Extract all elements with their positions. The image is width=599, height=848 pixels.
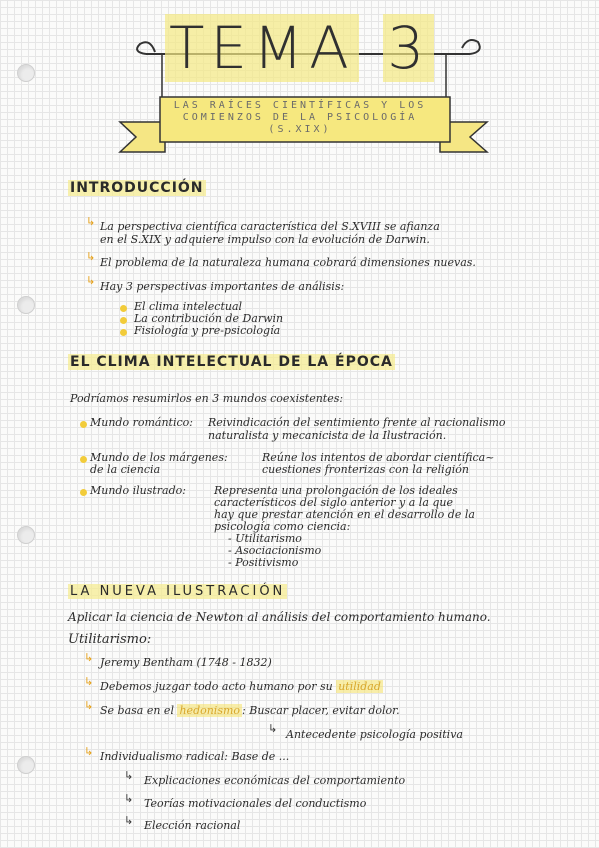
intro-bullet-3: Fisiología y pre-psicología	[134, 324, 281, 337]
mundo-ilustrado-label: Mundo ilustrado:	[90, 484, 186, 497]
mundo-margenes-label: Mundo de los márgenes:	[90, 451, 228, 464]
intro-item-2: El problema de la naturaleza humana cobrará dimensiones nuevas.	[100, 256, 476, 269]
arrow-icon: ↳	[84, 651, 94, 664]
antecedente-item: Antecedente psicología positiva	[286, 728, 463, 741]
mundo-ilustrado-line4: psicología como ciencia:	[214, 520, 351, 533]
bullet-dot-icon	[120, 317, 127, 324]
mundo-ilustrado-line1: Representa una prolongación de los ideales	[214, 484, 458, 497]
sublist-utilitarismo: - Utilitarismo	[228, 532, 302, 545]
section-heading-clima: EL CLIMA INTELECTUAL DE LA ÉPOCA	[70, 354, 393, 370]
bullet-dot-icon	[80, 421, 87, 428]
arrow-icon: ↳	[86, 250, 96, 263]
intro-item-3: Hay 3 perspectivas importantes de análisis:	[100, 280, 345, 293]
arrow-icon: ↳	[86, 215, 96, 228]
sub-explicaciones: Explicaciones económicas del comportamiento	[144, 774, 406, 787]
sublist-asociacionismo: - Asociacionismo	[228, 544, 322, 557]
utilitarismo-heading: Utilitarismo:	[68, 632, 152, 647]
section-heading-introduccion: INTRODUCCIÓN	[70, 180, 204, 196]
intro-item-1a: La perspectiva científica característica del S.XVIII se afianza	[100, 220, 440, 233]
bullet-dot-icon	[120, 305, 127, 312]
arrow-icon: ↳	[268, 722, 278, 735]
juzgar-item: Debemos juzgar todo acto humano por su utilidad	[100, 680, 381, 693]
title-prefix: TEMA	[165, 14, 359, 82]
individualismo-item: Individualismo radical: Base de ...	[100, 750, 290, 763]
intro-bullet-1: El clima intelectual	[134, 300, 243, 313]
basa-item: Se basa en el hedonismo : Buscar placer, evitar dolor.	[100, 704, 400, 717]
arrow-icon: ↳	[124, 792, 134, 805]
mundo-ilustrado-line3: hay que prestar atención en el desarrollo de la	[214, 508, 475, 521]
mundo-romantico-line1: Reivindicación del sentimiento frente al racionalismo	[208, 416, 506, 429]
sub-eleccion: Elección racional	[144, 819, 241, 832]
section-heading-ilustracion: LA NUEVA ILUSTRACIÓN	[70, 584, 286, 599]
binder-hole	[17, 756, 35, 774]
arrow-icon: ↳	[124, 769, 134, 782]
bentham-item: Jeremy Bentham (1748 - 1832)	[100, 656, 272, 669]
arrow-icon: ↳	[124, 814, 134, 827]
arrow-icon: ↳	[84, 675, 94, 688]
mundo-romantico-line2: naturalista y mecanicista de la Ilustración.	[208, 429, 447, 442]
hedonismo-highlight: hedonismo	[179, 704, 241, 717]
ilustracion-intro: Aplicar la ciencia de Newton al análisis del comportamiento humano.	[68, 610, 491, 624]
sublist-positivismo: - Positivismo	[228, 556, 299, 569]
intro-item-1b: en el S.XIX y adquiere impulso con la evolución de Darwin.	[100, 233, 430, 246]
mundo-romantico-label: Mundo romántico:	[90, 416, 193, 429]
bullet-dot-icon	[80, 489, 87, 496]
arrow-icon: ↳	[84, 745, 94, 758]
intro-bullet-2: La contribución de Darwin	[134, 312, 284, 325]
bullet-dot-icon	[120, 329, 127, 336]
mundo-margenes-label2: de la ciencia	[90, 463, 161, 476]
sub-teorias: Teorías motivacionales del conductismo	[144, 797, 367, 810]
binder-hole	[17, 526, 35, 544]
mundo-ilustrado-line2: característicos del siglo anterior y a la que	[214, 496, 454, 509]
binder-hole	[17, 296, 35, 314]
bullet-dot-icon	[80, 456, 87, 463]
clima-intro: Podríamos resumirlos en 3 mundos coexistentes:	[70, 392, 344, 405]
subtitle-banner: LAS RAÍCES CIENTÍFICAS Y LOS COMIENZOS DE LA PSICOLOGÍA (S.XIX)	[173, 100, 427, 135]
utilidad-highlight: utilidad	[338, 680, 381, 693]
page-title	[165, 14, 434, 82]
mundo-margenes-line1: Reúne los intentos de abordar científica~	[262, 451, 495, 464]
arrow-icon: ↳	[86, 274, 96, 287]
mundo-margenes-line2: cuestiones fronterizas con la religión	[262, 463, 469, 476]
title-number: 3	[383, 14, 434, 82]
arrow-icon: ↳	[84, 699, 94, 712]
